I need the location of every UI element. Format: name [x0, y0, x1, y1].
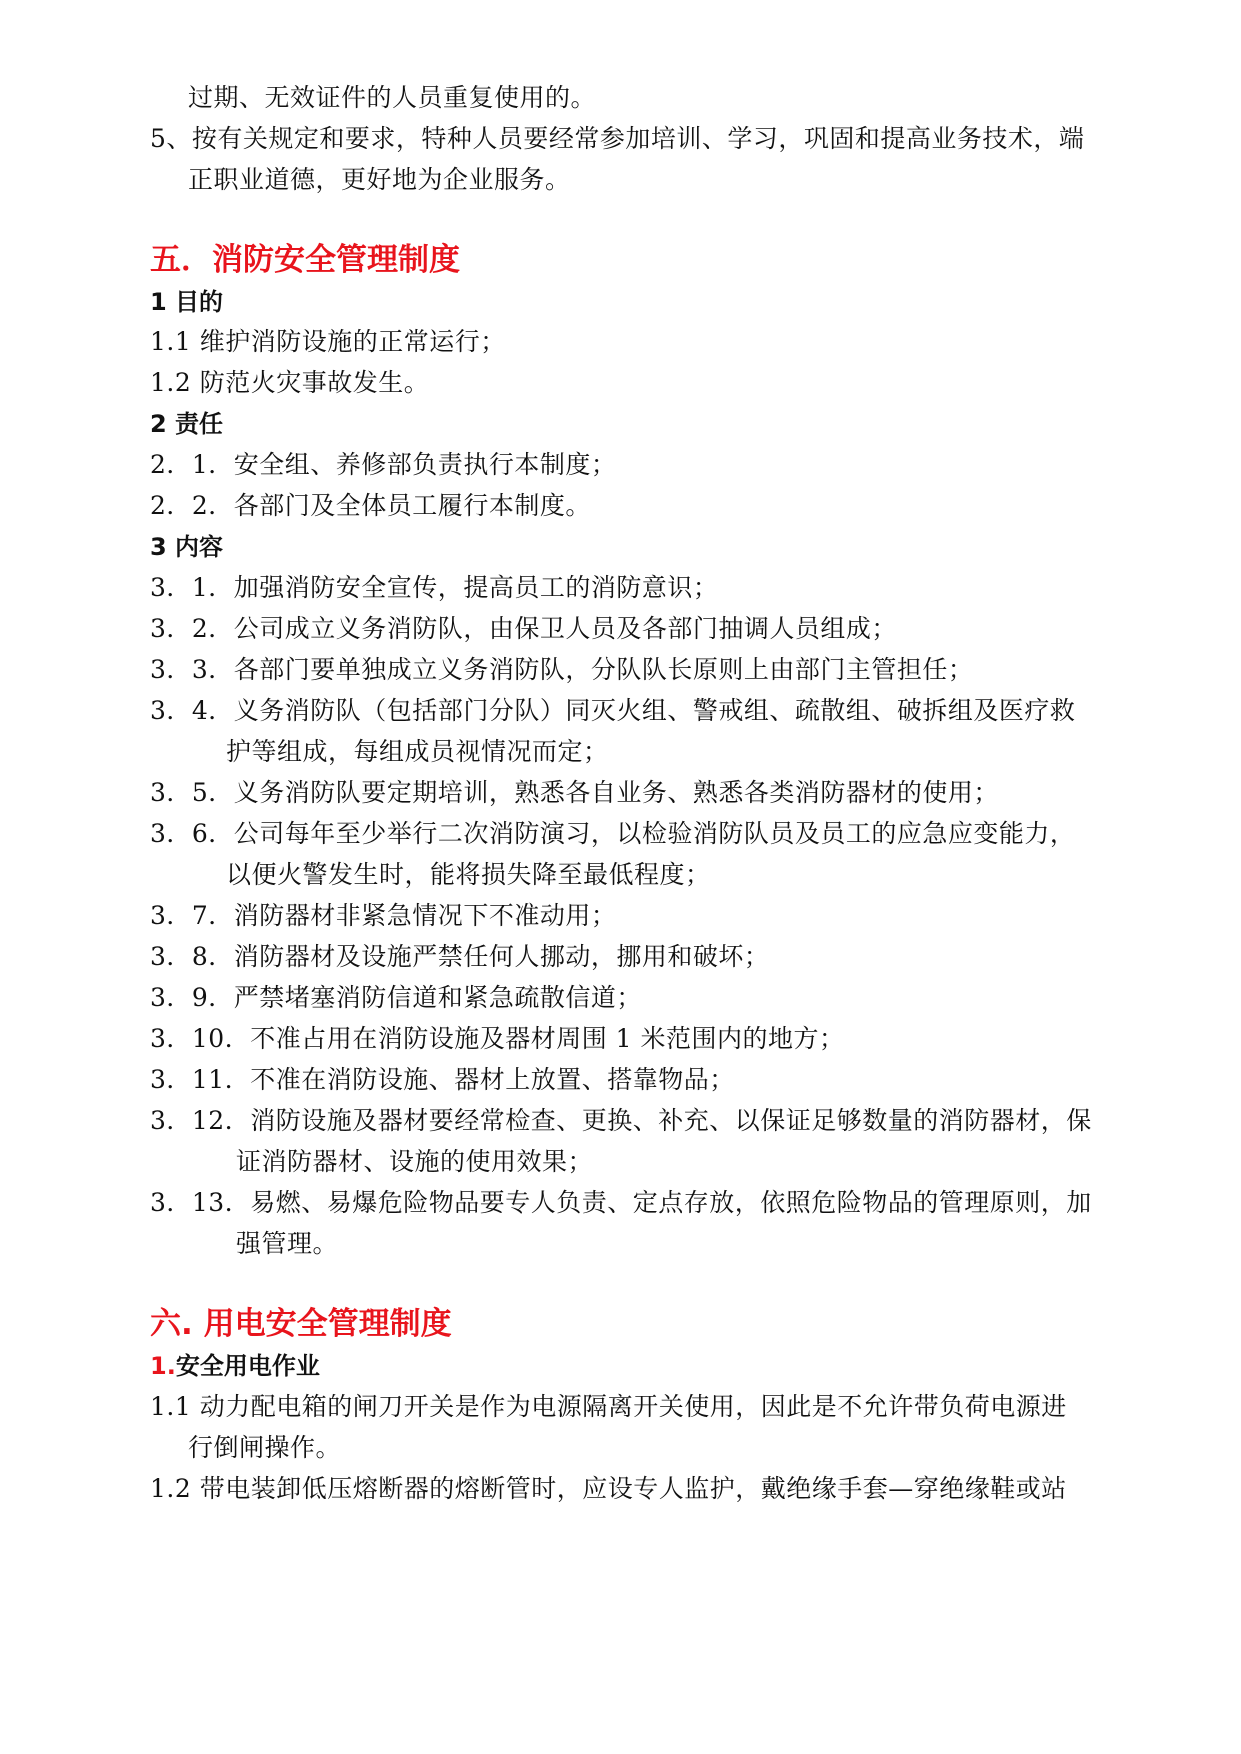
subheading-purpose: 1 目的 [150, 288, 224, 316]
list-item: 3．5．义务消防队要定期培训，熟悉各自业务、熟悉各类消防器材的使用； [150, 778, 999, 807]
list-item: 3．4．义务消防队（包括部门分队）同灭火组、警戒组、疏散组、破拆组及医疗救 [150, 696, 1076, 725]
list-item: 3．1．加强消防安全宣传，提高员工的消防意识； [150, 573, 719, 602]
list-item: 3．9．严禁堵塞消防信道和紧急疏散信道； [150, 983, 642, 1012]
list-item: 1.1 维护消防设施的正常运行； [150, 327, 506, 356]
list-item: 1.1 动力配电箱的闸刀开关是作为电源隔离开关使用，因此是不允许带负荷电源进 [150, 1392, 1067, 1421]
list-item-continuation: 强管理。 [236, 1229, 339, 1258]
text-line: 正职业道德，更好地为企业服务。 [188, 165, 571, 194]
subheading-responsibility: 2 责任 [150, 410, 224, 438]
list-item: 3．2．公司成立义务消防队，由保卫人员及各部门抽调人员组成； [150, 614, 897, 643]
list-item: 3．10．不准占用在消防设施及器材周围 1 米范围内的地方； [150, 1024, 845, 1053]
list-item-continuation: 护等组成，每组成员视情况而定； [226, 737, 609, 766]
list-item: 3．12．消防设施及器材要经常检查、更换、补充、以保证足够数量的消防器材，保 [150, 1106, 1092, 1135]
subheading-content: 3 内容 [150, 533, 224, 561]
list-item: 1.2 带电装卸低压熔断器的熔断管时，应设专人监护，戴绝缘手套—穿绝缘鞋或站 [150, 1474, 1067, 1503]
section-title-electrical-safety: 六. 用电安全管理制度 [150, 1306, 452, 1342]
subheading-number: 1. [150, 1352, 176, 1380]
subheading-text: 安全用电作业 [175, 1352, 320, 1380]
text-line: 5、按有关规定和要求，特种人员要经常参加培训、学习，巩固和提高业务技术，端 [150, 124, 1085, 153]
text-line: 过期、无效证件的人员重复使用的。 [188, 83, 597, 112]
list-item-continuation: 行倒闸操作。 [188, 1433, 342, 1462]
subheading-safe-electrical-work [150, 1350, 320, 1382]
list-item: 1.2 防范火灾事故发生。 [150, 368, 430, 397]
section-title-fire-safety: 五．消防安全管理制度 [150, 242, 460, 278]
list-item-continuation: 以便火警发生时，能将损失降至最低程度； [226, 860, 711, 889]
list-item: 3．7．消防器材非紧急情况下不准动用； [150, 901, 617, 930]
list-item: 3．13．易燃、易爆危险物品要专人负责、定点存放，依照危险物品的管理原则，加 [150, 1188, 1092, 1217]
list-item: 3．8．消防器材及设施严禁任何人挪动，挪用和破坏； [150, 942, 770, 971]
list-item: 2．1．安全组、养修部负责执行本制度； [150, 450, 617, 479]
list-item: 3．11．不准在消防设施、器材上放置、搭靠物品； [150, 1065, 735, 1094]
list-item: 3．3．各部门要单独成立义务消防队，分队队长原则上由部门主管担任； [150, 655, 974, 684]
list-item: 2．2．各部门及全体员工履行本制度。 [150, 491, 591, 520]
list-item: 3．6．公司每年至少举行二次消防演习，以检验消防队员及员工的应急应变能力， [150, 819, 1076, 848]
list-item-continuation: 证消防器材、设施的使用效果； [236, 1147, 594, 1176]
